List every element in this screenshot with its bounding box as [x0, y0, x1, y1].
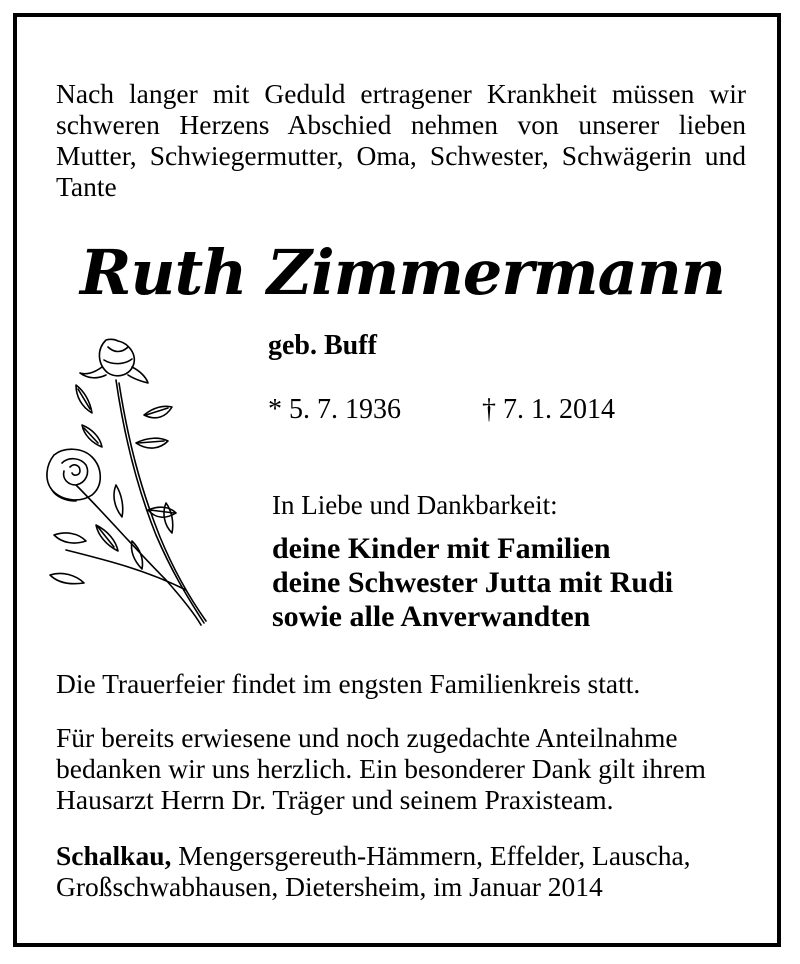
- mourner-line: deine Schwester Jutta mit Rudi: [272, 566, 674, 599]
- deceased-name: Ruth Zimmermann: [80, 236, 725, 309]
- place-bold: Schalkau,: [56, 840, 172, 871]
- mourners-list: [272, 532, 673, 634]
- funeral-note: Die Trauerfeier findet im engsten Familienkreis statt.: [56, 668, 641, 699]
- life-dates: [268, 394, 615, 426]
- love-line: In Liebe und Dankbarkeit:: [272, 490, 558, 520]
- thanks-text: Für bereits erwiesene und noch zugedachte Anteilnahme bedanken wir uns herzlich. Ein besonderer Dank gilt ihrem Hausarzt Herrn Dr. Träger und seinem Praxisteam.: [56, 722, 706, 815]
- mourner-line: deine Kinder mit Familien: [272, 532, 611, 565]
- birth-name: geb. Buff: [268, 330, 377, 361]
- mourner-line: sowie alle Anverwandten: [272, 600, 591, 633]
- intro-text: Nach langer mit Geduld ertragener Krankheit müssen wir schweren Herzens Abschied nehmen von unserer lieben Mutter, Schwiegermutter, Oma, Schwester, Schwägerin und Tante: [56, 78, 746, 202]
- death-date: † 7. 1. 2014: [482, 394, 615, 425]
- place-date-line: [56, 840, 746, 902]
- rose-icon: [36, 335, 216, 630]
- birth-date: * 5. 7. 1936: [268, 394, 401, 425]
- place-rest: Mengersgereuth-Hämmern, Effelder, Lauscha, Großschwabhausen, Dietersheim, im Januar 2014: [56, 840, 691, 902]
